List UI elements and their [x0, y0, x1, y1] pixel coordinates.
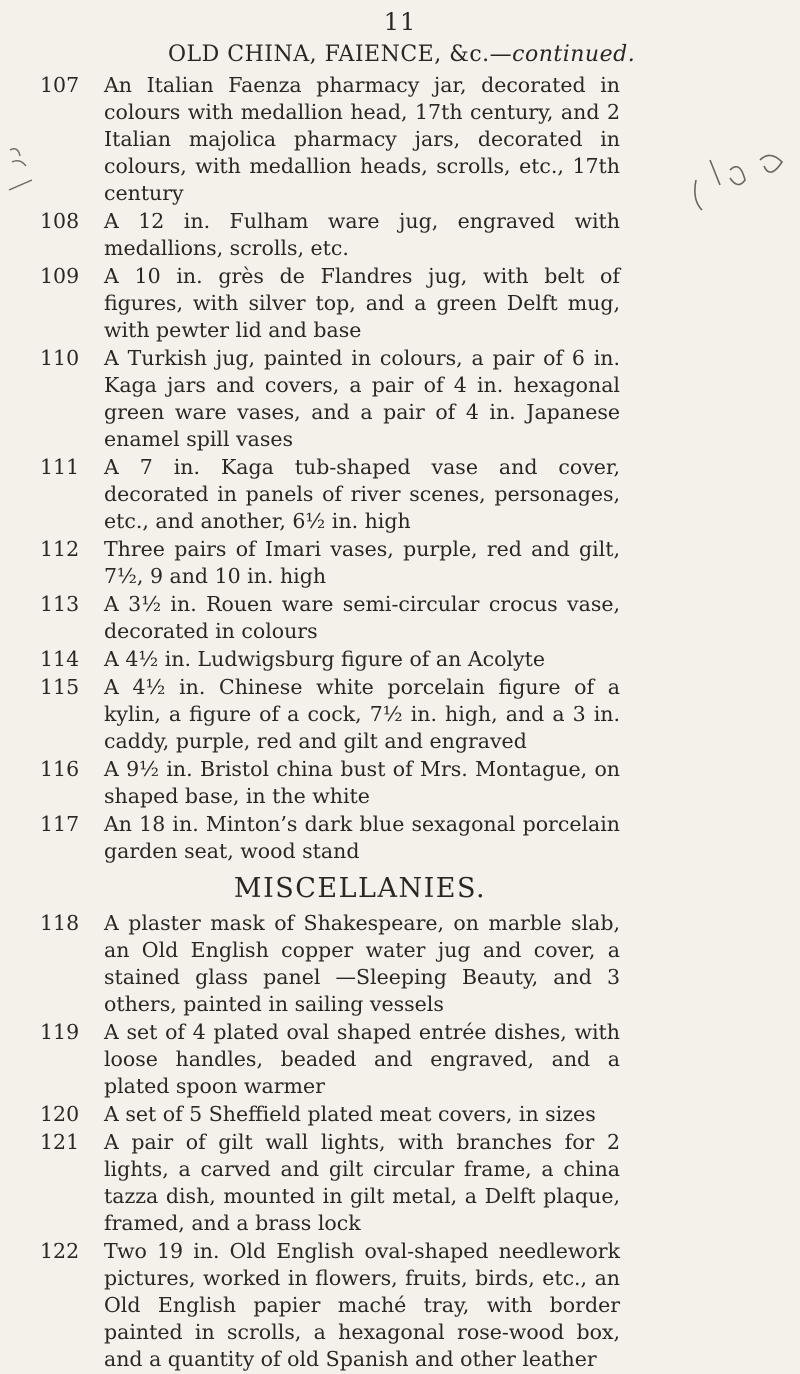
- lot-entry: [40, 756, 620, 810]
- lot-entry: [40, 536, 620, 590]
- lot-description: A 3½ in. Rouen ware semi-circular crocus vase, decorated in colours: [104, 592, 620, 643]
- running-head: [168, 42, 635, 67]
- lot-number: 120: [40, 1102, 80, 1126]
- lot-number: 115: [40, 675, 80, 699]
- lot-description: An 18 in. Minton’s dark blue sexagonal porcelain garden seat, wood stand: [104, 812, 620, 863]
- lot-group-china: [40, 72, 620, 865]
- lot-entry: [40, 591, 620, 645]
- lot-number: 110: [40, 346, 80, 370]
- lot-list: [40, 72, 620, 1374]
- lot-group-miscellanies: [40, 910, 620, 1373]
- lot-entry: [40, 208, 620, 262]
- lot-description: A 10 in. grès de Flandres jug, with belt of figures, with silver top, and a green Delft mug, with pewter lid and base: [104, 264, 620, 342]
- lot-description: A plaster mask of Shakespeare, on marble slab, an Old English copper water jug and cover, a stained glass panel —Sleeping Beauty, and 3 others, painted in sailing vessels: [104, 911, 620, 1016]
- lot-number: 108: [40, 209, 80, 233]
- lot-entry: [40, 910, 620, 1018]
- pencil-annotation-icon: [690, 140, 790, 240]
- lot-description: A Turkish jug, painted in colours, a pair of 6 in. Kaga jars and covers, a pair of 4 in. hexagonal green ware vases, and a pair of 4 in. Japanese enamel spill vases: [104, 346, 620, 451]
- lot-description: A pair of gilt wall lights, with branches for 2 lights, a carved and gilt circular frame, a china tazza dish, mounted in gilt metal, a Delft plaque, framed, and a brass lock: [104, 1130, 620, 1235]
- lot-number: 112: [40, 537, 80, 561]
- lot-number: 118: [40, 911, 80, 935]
- lot-description: An Italian Faenza pharmacy jar, decorated in colours with medallion head, 17th century, and 2 Italian majolica pharmacy jars, decorated in colours, with medallion heads, scrolls, etc., 17th century: [104, 73, 620, 205]
- lot-entry: [40, 674, 620, 755]
- lot-description: A 9½ in. Bristol china bust of Mrs. Montague, on shaped base, in the white: [104, 757, 620, 808]
- lot-number: 114: [40, 647, 80, 671]
- lot-entry: [40, 646, 620, 673]
- lot-description: A set of 5 Sheffield plated meat covers, in sizes: [104, 1102, 596, 1126]
- lot-number: 122: [40, 1239, 80, 1263]
- lot-entry: [40, 263, 620, 344]
- lot-number: 116: [40, 757, 80, 781]
- lot-entry: [40, 1238, 620, 1373]
- lot-number: 117: [40, 812, 80, 836]
- section-title: MISCELLANIES.: [233, 873, 487, 904]
- lot-entry: [40, 1101, 620, 1128]
- lot-description: Three pairs of Imari vases, purple, red and gilt, 7½, 9 and 10 in. high: [104, 537, 620, 588]
- running-head-title: OLD CHINA, FAIENCE, &c.: [168, 42, 490, 67]
- lot-entry: [40, 1019, 620, 1100]
- lot-entry: [40, 1129, 620, 1237]
- page-number: 11: [383, 8, 417, 36]
- lot-entry: [40, 345, 620, 453]
- lot-description: A 12 in. Fulham ware jug, engraved with medallions, scrolls, etc.: [104, 209, 620, 260]
- lot-number: 109: [40, 264, 80, 288]
- lot-description: A 4½ in. Chinese white porcelain figure of a kylin, a figure of a cock, 7½ in. high, and a 3 in. caddy, purple, red and gilt and engraved: [104, 675, 620, 753]
- lot-description: Two 19 in. Old English oval-shaped needlework pictures, worked in flowers, fruits, birds, etc., an Old English papier maché tray, with border painted in scrolls, a hexagonal rose-wood box, and a quantity of old Spanish and other leather: [104, 1239, 620, 1371]
- lot-number: 107: [40, 73, 80, 97]
- lot-entry: [40, 72, 620, 207]
- pencil-mark-icon: [6, 140, 36, 200]
- lot-number: 113: [40, 592, 80, 616]
- running-head-continued: —continued.: [489, 42, 636, 67]
- lot-description: A 4½ in. Ludwigsburg figure of an Acolyte: [104, 647, 545, 671]
- lot-entry: [40, 454, 620, 535]
- lot-entry: [40, 811, 620, 865]
- lot-number: 119: [40, 1020, 80, 1044]
- lot-number: 111: [40, 455, 80, 479]
- lot-description: A 7 in. Kaga tub-shaped vase and cover, decorated in panels of river scenes, personages, etc., and another, 6½ in. high: [104, 455, 620, 533]
- lot-description: A set of 4 plated oval shaped entrée dishes, with loose handles, beaded and engraved, and a plated spoon warmer: [104, 1020, 620, 1098]
- lot-number: 121: [40, 1130, 80, 1154]
